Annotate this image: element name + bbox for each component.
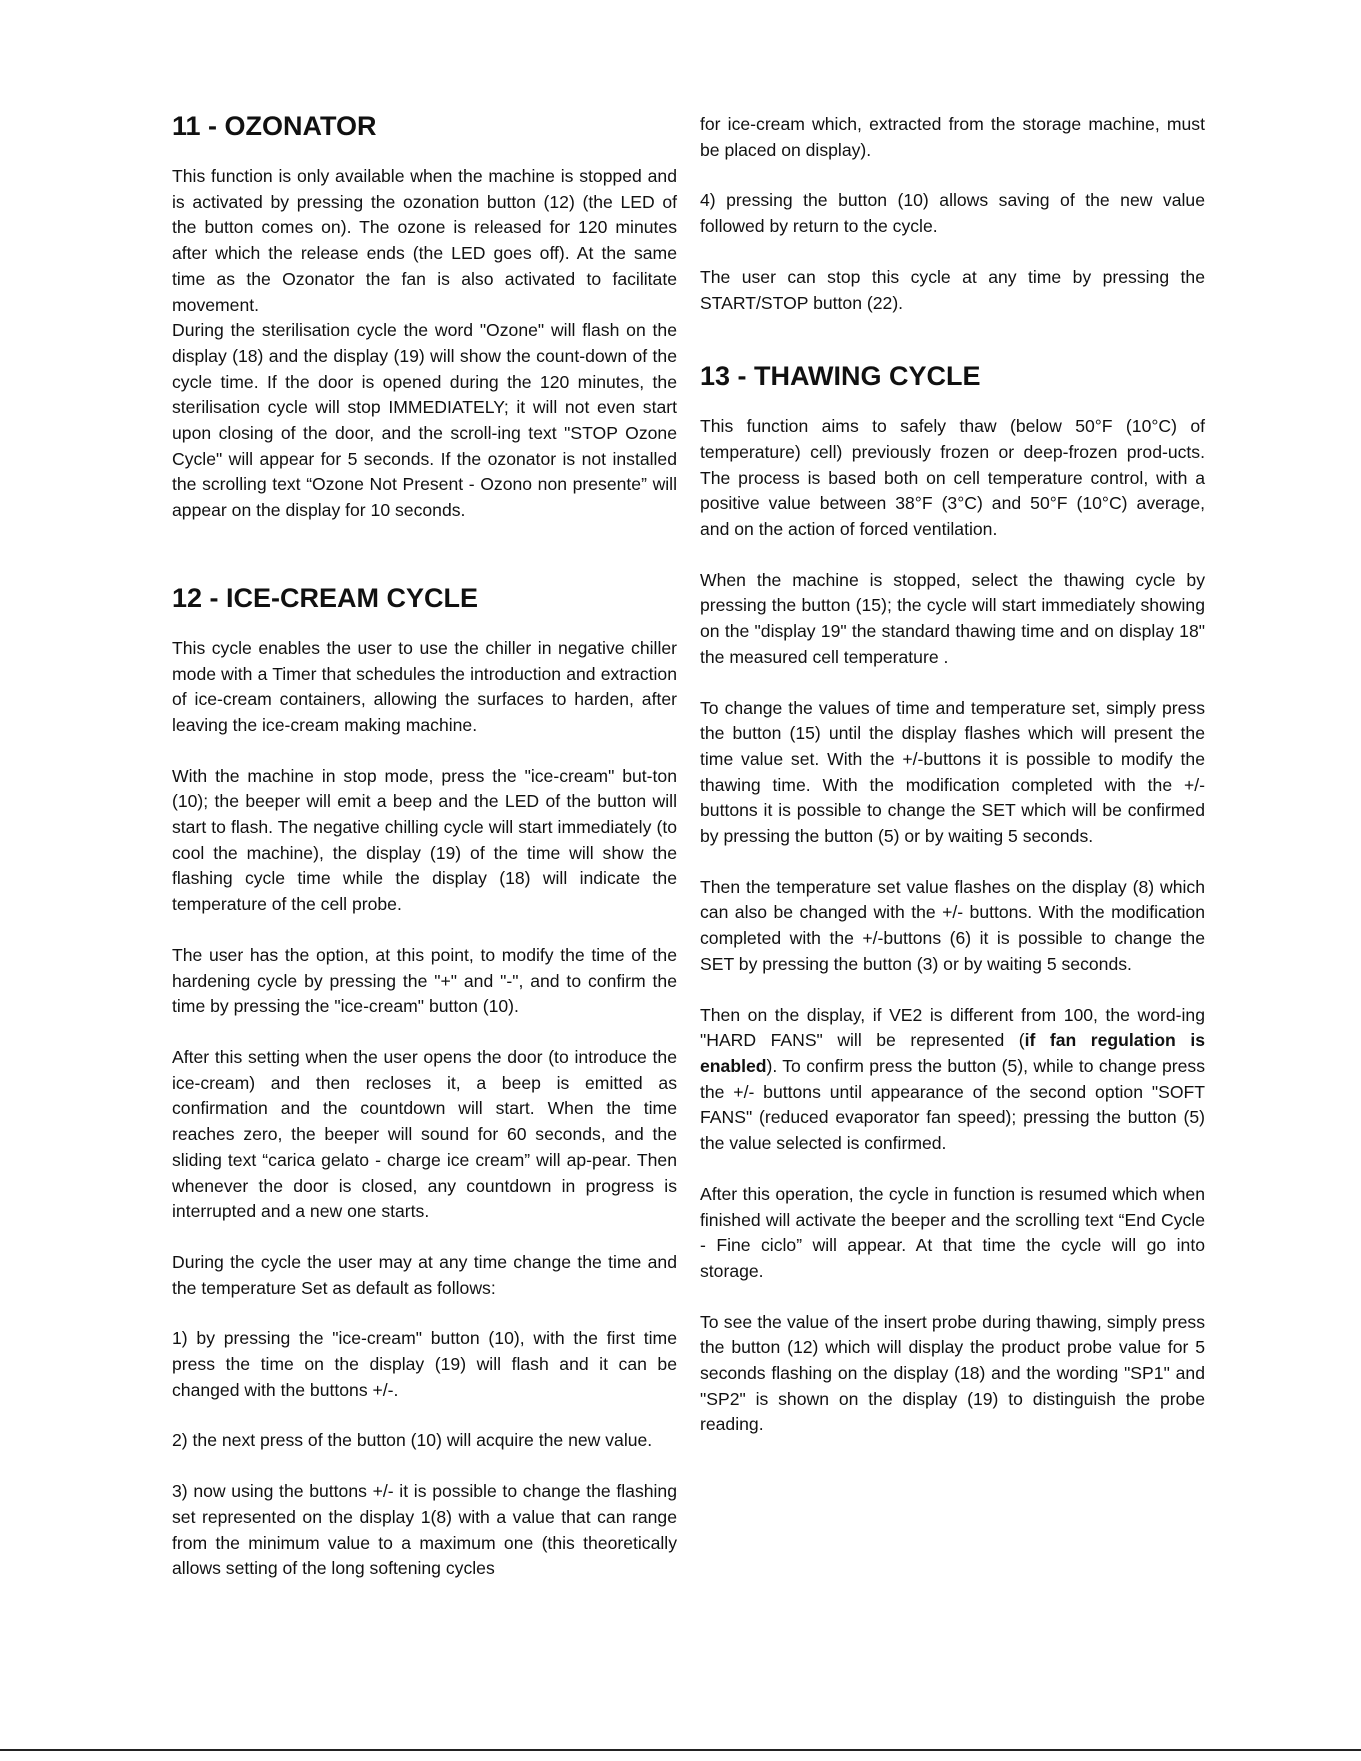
paragraph: The user can stop this cycle at any time by pressing the START/STOP button (22).: [700, 266, 1205, 313]
paragraph: 3) now using the buttons +/- it is possible to change the flashing set represented on the display 1(8) with a value that can range from the minimum value to a maximum one (this theoretically allows setting of the long softening cycles: [172, 1481, 677, 1579]
paragraph: 1) by pressing the "ice-cream" button (10), with the first time press the time on the display (19) will flash and it can be changed with the buttons +/-.: [172, 1328, 677, 1400]
left-column: [172, 110, 677, 1607]
paragraph: To change the values of time and temperature set, simply press the button (15) until the display flashes which will present the time value set. With the +/-buttons it is possible to modify the thawing time. With the modification completed with the +/-buttons it is possible to change the SET which will be confirmed by pressing the button (5) or by waiting 5 seconds.: [700, 697, 1205, 847]
paragraph: After this operation, the cycle in function is resumed which when finished will activate the beeper and the scrolling text “End Cycle - Fine ciclo” will appear. At that time the cycle will go into storage.: [700, 1183, 1205, 1281]
text-run: ). To confirm press the button (5), while to change press the +/- buttons until appearance of the second option "SOFT FANS" (reduced evaporator fan speed); pressing the button (5) the value selected is confirmed.: [700, 1055, 1205, 1154]
paragraph: This cycle enables the user to use the chiller in negative chiller mode with a Timer that schedules the introduction and extraction of ice-cream containers, allowing the surfaces to harden, after leaving the ice-cream making machine.: [172, 637, 677, 735]
paragraph: 2) the next press of the button (10) will acquire the new value.: [172, 1430, 653, 1451]
paragraph: The user has the option, at this point, to modify the time of the hardening cycle by pressing the "+" and "-", and to confirm the time by pressing the "ice-cream" button (10).: [172, 944, 677, 1017]
section-title-ozonator: 11 - OZONATOR: [172, 111, 377, 141]
paragraph: To see the value of the insert probe during thawing, simply press the button (12) which will display the product probe value for 5 seconds flashing on the display (18) and the wording "SP1" and "SP2" is shown on the display (19) to distinguish the probe reading.: [700, 1311, 1205, 1435]
footer-rule: [0, 1749, 1361, 1751]
paragraph: This function is only available when the machine is stopped and is activated by pressing the ozonation button (12) (the LED of the button comes on). The ozone is released for 120 minutes after which the release ends (the LED goes off). At the same time as the Ozonator the fan is also activated to facilitate movement.: [172, 166, 677, 315]
section-title-ice-cream-cycle: 12 - ICE-CREAM CYCLE: [172, 582, 479, 613]
paragraph: When the machine is stopped, select the thawing cycle by pressing the button (15); the cycle will start immediately showing on the "display 19" the standard thawing time and on display 18" the measured cell temperature .: [700, 569, 1205, 667]
paragraph: 4) pressing the button (10) allows saving of the new value followed by return to the cycle.: [700, 190, 1205, 237]
text-run: Then on the display, if VE2 is different from 100, the word-ing "HARD FANS" will be represented (: [700, 1004, 1205, 1051]
paragraph: for ice-cream which, extracted from the storage machine, must be placed on display).: [700, 114, 1205, 160]
paragraph: With the machine in stop mode, press the "ice-cream" but-ton (10); the beeper will emit a beep and the LED of the button will start to flash. The negative chilling cycle will start immediately (to cool the machine), the display (19) of the time will show the flashing cycle time while the display (18) will indicate the temperature of the cell probe.: [172, 765, 677, 915]
paragraph: [700, 1003, 1205, 1157]
bold-text-run: if fan regulation is enabled: [700, 1030, 1205, 1076]
section-title-thawing-cycle: 13 - THAWING CYCLE: [700, 361, 981, 392]
paragraph: After this setting when the user opens the door (to introduce the ice-cream) and then recloses it, a beep is emitted as confirmation and the countdown will start. When the time reaches zero, the beeper will sound for 60 seconds, and the sliding text “carica gelato - charge ice cream” will ap-pear. Then whenever the door is closed, any countdown in progress is interrupted and a new one starts.: [172, 1046, 677, 1222]
right-column: [700, 112, 1205, 1463]
paragraph: Then the temperature set value flashes on the display (8) which can also be changed with the +/- buttons. With the modification completed with the +/-buttons (6) it is possible to change the SET by pressing the button (3) or by waiting 5 seconds.: [700, 876, 1205, 974]
paragraph: This function aims to safely thaw (below 50°F (10°C) of temperature) cell) previously frozen or deep-frozen prod-ucts. The process is based both on cell temperature control, with a positive value between 38°F (3°C) and 50°F (10°C) average, and on the action of forced ventilation.: [700, 416, 1205, 540]
paragraph: During the sterilisation cycle the word "Ozone" will flash on the display (18) and the display (19) will show the count-down of the cycle time. If the door is opened during the 120 minutes, the sterilisation cycle will stop IMMEDIATELY; it will not even start upon closing of the door, and the scroll-ing text "STOP Ozone Cycle" will appear for 5 seconds. If the ozonator is not installed the scrolling text “Ozone Not Present - Ozono non presente” will appear on the display for 10 seconds.: [172, 320, 677, 521]
paragraph: During the cycle the user may at any time change the time and the temperature Set as default as follows:: [172, 1251, 677, 1298]
